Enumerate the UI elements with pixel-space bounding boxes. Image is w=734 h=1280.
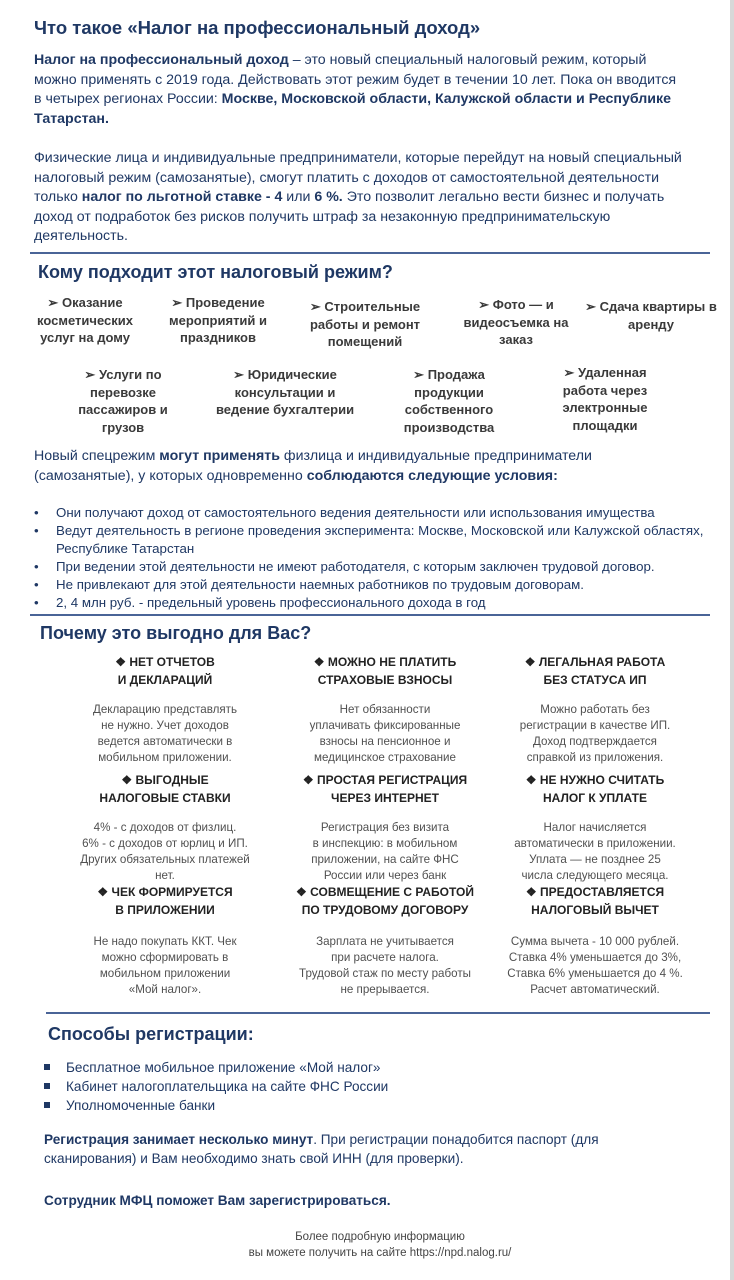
intro-regions: Москве, Московской области, Калужской области и Республике Татарстан. (34, 91, 672, 127)
benefit-heading (515, 772, 675, 807)
benefit-heading (515, 654, 675, 689)
diamond-icon: ❖ (313, 655, 325, 669)
activity-item (386, 366, 512, 436)
intro-text: – это новый специальный налоговый режим, который можно применять с 2019 года. Действовать этот режим будет в течении 10 лет. Пока он вводится в четырех регионах России: (34, 52, 677, 107)
arrow-icon: ➢ (413, 367, 425, 382)
activity-label: Удаленная работа через электронные площадки (562, 365, 648, 433)
activity-label: Сдача квартиры в аренду (599, 299, 717, 332)
benefit-description-line: Доход подтверждается (533, 735, 657, 748)
right-edge-shadow (730, 0, 734, 1280)
benefit-description-line: не прерывается. (340, 983, 430, 996)
intro-term: Налог на профессиональный доход (34, 52, 289, 68)
benefit-heading-text: ПРОСТАЯ РЕГИСТРАЦИЯ (316, 773, 468, 787)
benefit-description-line: Трудовой стаж по месту работы (299, 967, 471, 980)
diamond-icon: ❖ (302, 773, 314, 787)
rates-text-1: Физические лица и индивидуальные предприниматели, которые перейдут на новый специальный налоговый режим (самозанятые), смогут платить с доходов от самостоятельной деятельности только (34, 150, 682, 205)
arrow-icon: ➢ (585, 299, 596, 314)
benefit-heading-text: НЕ НУЖНО СЧИТАТЬ (539, 773, 665, 787)
benefit-description-line: «Мой налог». (128, 983, 202, 996)
list-item: • При ведении этой деятельности не имеют работодателя, с которым заключен трудовой договор. (34, 558, 724, 576)
activity-label: Оказание косметических услуг на дому (37, 295, 133, 345)
benefit-heading-text: ПРЕДОСТАВЛЯЕТСЯ (539, 885, 665, 899)
list-item: • Ведут деятельность в регионе проведения эксперимента: Москве, Московской или Калужской областях, Республике Татарстан (34, 522, 724, 558)
benefit-description-line: Декларацию представлять (92, 703, 238, 716)
activity-item (540, 364, 670, 434)
mfc-note: Сотрудник МФЦ поможет Вам зарегистрироваться. (44, 1193, 391, 1208)
arrow-icon: ➢ (84, 367, 96, 382)
list-item: • Они получают доход от самостоятельного ведения деятельности или использования имущества (34, 504, 724, 522)
footer-line-1: Более подробную информацию (295, 1231, 465, 1243)
benefit-heading-row (515, 772, 675, 790)
diamond-icon: ❖ (525, 885, 537, 899)
benefit-description (495, 820, 695, 884)
activity-item (20, 294, 150, 347)
rates-bold-2: 6 %. (314, 189, 343, 205)
activity-item (290, 298, 440, 351)
activity-item (214, 366, 356, 419)
rates-text-2: или (282, 189, 315, 205)
benefit-heading (85, 772, 245, 807)
footer-info (200, 1229, 560, 1261)
registration-ways-list (44, 1058, 644, 1115)
activity-item (578, 298, 724, 333)
benefit-heading-row (290, 884, 480, 902)
benefit-description (270, 934, 500, 998)
conditions-intro-text-2: физлица и индивидуальные предприниматели (самозанятые), у которых одновременно (34, 448, 592, 484)
diamond-icon: ❖ (296, 885, 307, 899)
benefit-description-line: приложении, на сайте ФНС (311, 853, 459, 866)
benefit-description-line: не нужно. Учет доходов (101, 719, 229, 732)
registration-note-bold: Регистрация занимает несколько минут (44, 1132, 314, 1147)
diamond-icon: ❖ (115, 655, 126, 669)
diamond-icon: ❖ (525, 773, 537, 787)
benefit-description-line: медицинское страхование (314, 751, 456, 764)
list-item: • Не привлекают для этой деятельности наемных работников по трудовым договорам. (34, 576, 724, 594)
benefit-description-line: можно сформировать в (101, 951, 229, 964)
activity-item (458, 296, 574, 349)
activity-label: Строительные работы и ремонт помещений (309, 299, 421, 349)
benefit-description-line: автоматически в приложении. (514, 837, 676, 850)
benefit-description (495, 934, 695, 998)
benefit-description-line: Можно работать без (540, 703, 650, 716)
list-item: Кабинет налогоплательщика на сайте ФНС России (44, 1077, 644, 1096)
arrow-icon: ➢ (563, 365, 575, 380)
benefit-heading (85, 884, 245, 919)
benefit-heading-line-2: СТРАХОВЫЕ ВЗНОСЫ (317, 672, 453, 687)
benefit-heading (515, 884, 675, 919)
benefit-description-line: Расчет автоматический. (530, 983, 660, 996)
benefit-description-line: Ставка 6% уменьшается до 4 %. (507, 967, 683, 980)
benefit-heading-text: МОЖНО НЕ ПЛАТИТЬ (327, 655, 457, 669)
benefit-description-line: нет. (155, 869, 175, 882)
benefit-heading-row (515, 654, 675, 672)
section-title-benefits: Почему это выгодно для Вас? (40, 623, 312, 643)
footer-line-2: вы можете получить на сайте https://npd.nalog.ru/ (248, 1247, 512, 1259)
benefit-heading-text: ВЫГОДНЫЕ (135, 773, 209, 787)
benefit-heading-row (85, 654, 245, 672)
benefit-description-line: Зарплата не учитывается (316, 935, 454, 948)
arrow-icon: ➢ (233, 367, 245, 382)
registration-note (44, 1130, 684, 1168)
benefit-description (65, 820, 265, 884)
benefit-description-line: числа следующего месяца. (521, 869, 669, 882)
activity-label: Проведение мероприятий и праздников (168, 295, 268, 345)
arrow-icon: ➢ (47, 295, 59, 310)
benefit-description-line: Уплата — не позднее 25 (529, 853, 661, 866)
benefit-description (65, 934, 265, 998)
activity-label: Фото — и видеосъемка на заказ (463, 297, 569, 347)
benefit-heading-row (85, 884, 245, 902)
benefit-description-line: России или через банк (323, 869, 447, 882)
benefit-heading-line-2: НАЛОГ К УПЛАТЕ (543, 790, 647, 805)
registration-note-text: . При регистрации понадобится паспорт (для сканирования) и Вам необходимо знать свой ИНН (для проверки). (44, 1132, 599, 1166)
benefit-description (270, 702, 500, 766)
benefit-heading-row (515, 884, 675, 902)
benefit-description-line: в инспекцию: в мобильном (312, 837, 458, 850)
benefit-heading (290, 884, 480, 919)
section-title-registration: Способы регистрации: (48, 1024, 254, 1044)
benefit-description-line: мобильном приложении. (98, 751, 232, 764)
conditions-list (34, 504, 724, 612)
benefit-description-line: справкой из приложения. (526, 751, 664, 764)
benefit-description-line: уплачивать фиксированные (309, 719, 461, 732)
activity-label: Продажа продукции собственного производства (403, 367, 495, 435)
benefit-heading-line-2: ЧЕРЕЗ ИНТЕРНЕТ (331, 790, 439, 805)
benefit-description-line: регистрации в качестве ИП. (519, 719, 671, 732)
rates-bold-1: налог по льготной ставке - 4 (81, 189, 283, 205)
divider (30, 252, 710, 254)
benefit-heading-text: НЕТ ОТЧЕТОВ (129, 655, 215, 669)
benefit-description (495, 702, 695, 766)
benefit-description-line: мобильном приложении (99, 967, 231, 980)
benefit-description-line: Регистрация без визита (320, 821, 450, 834)
benefit-heading-line-2: БЕЗ СТАТУСА ИП (543, 672, 647, 687)
benefit-description-line: взносы на пенсионное и (319, 735, 451, 748)
benefit-heading-line-2: НАЛОГОВЫЕ СТАВКИ (99, 790, 231, 805)
benefit-heading-line-2: В ПРИЛОЖЕНИИ (115, 902, 215, 917)
benefit-heading-text: ЛЕГАЛЬНАЯ РАБОТА (538, 655, 666, 669)
benefit-description-line: Не надо покупать ККТ. Чек (93, 935, 237, 948)
divider (46, 1012, 710, 1014)
activity-item (156, 294, 280, 347)
section-title-what-is: Что такое «Налог на профессиональный доход» (34, 17, 481, 38)
benefit-description-line: Сумма вычета - 10 000 рублей. (510, 935, 680, 948)
diamond-icon: ❖ (121, 773, 133, 787)
benefit-description-line: Ставка 4% уменьшается до 3%, (508, 951, 682, 964)
benefit-heading-line-2: И ДЕКЛАРАЦИЙ (117, 672, 213, 687)
benefit-heading-row (290, 772, 480, 790)
divider (30, 614, 710, 616)
benefit-description (65, 702, 265, 766)
conditions-intro-bold-1: могут применять (159, 448, 280, 464)
conditions-intro (34, 447, 684, 486)
arrow-icon: ➢ (478, 297, 490, 312)
benefit-heading-row (290, 654, 480, 672)
benefit-heading (290, 772, 480, 807)
section-title-who-fits: Кому подходит этот налоговый режим? (38, 262, 393, 282)
list-item: Бесплатное мобильное приложение «Мой налог» (44, 1058, 644, 1077)
benefit-heading (85, 654, 245, 689)
benefit-description-line: Нет обязанности (339, 703, 431, 716)
intro-paragraph (34, 51, 684, 129)
diamond-icon: ❖ (524, 655, 536, 669)
activity-item (58, 366, 188, 436)
benefit-heading (290, 654, 480, 689)
benefit-description-line: Налог начисляется (543, 821, 647, 834)
list-item: • 2, 4 млн руб. - предельный уровень профессионального дохода в год (34, 594, 724, 612)
benefit-heading-line-2: НАЛОГОВЫЙ ВЫЧЕТ (531, 902, 659, 917)
benefit-description-line: 4% - с доходов от физлиц. (93, 821, 237, 834)
diamond-icon: ❖ (97, 885, 109, 899)
benefit-description-line: при расчете налога. (331, 951, 439, 964)
benefit-heading-text: СОВМЕЩЕНИЕ С РАБОТОЙ (310, 885, 474, 899)
benefit-description (270, 820, 500, 884)
arrow-icon: ➢ (171, 295, 183, 310)
activity-label: Услуги по перевозке пассажиров и грузов (78, 367, 168, 435)
conditions-intro-text-1: Новый спецрежим (34, 448, 160, 464)
activity-label: Юридические консультации и ведение бухгалтерии (215, 367, 355, 417)
conditions-intro-bold-2: соблюдаются следующие условия: (306, 467, 558, 484)
rates-text-3: Это позволит легально вести бизнес и получать доход от подработок без рисков получить штраф за незаконную предпринимательскую деятельность. (34, 189, 665, 244)
list-item: Уполномоченные банки (44, 1096, 644, 1115)
benefit-description-line: 6% - с доходов от юрлиц и ИП. (82, 837, 248, 850)
rates-paragraph (34, 149, 684, 247)
benefit-description-line: ведется автоматически в (97, 735, 233, 748)
benefit-heading-text: ЧЕК ФОРМИРУЕТСЯ (111, 885, 233, 899)
benefit-heading-line-2: ПО ТРУДОВОМУ ДОГОВОРУ (301, 902, 469, 917)
arrow-icon: ➢ (309, 299, 321, 314)
benefit-heading-row (85, 772, 245, 790)
benefit-description-line: Других обязательных платежей (80, 853, 250, 866)
